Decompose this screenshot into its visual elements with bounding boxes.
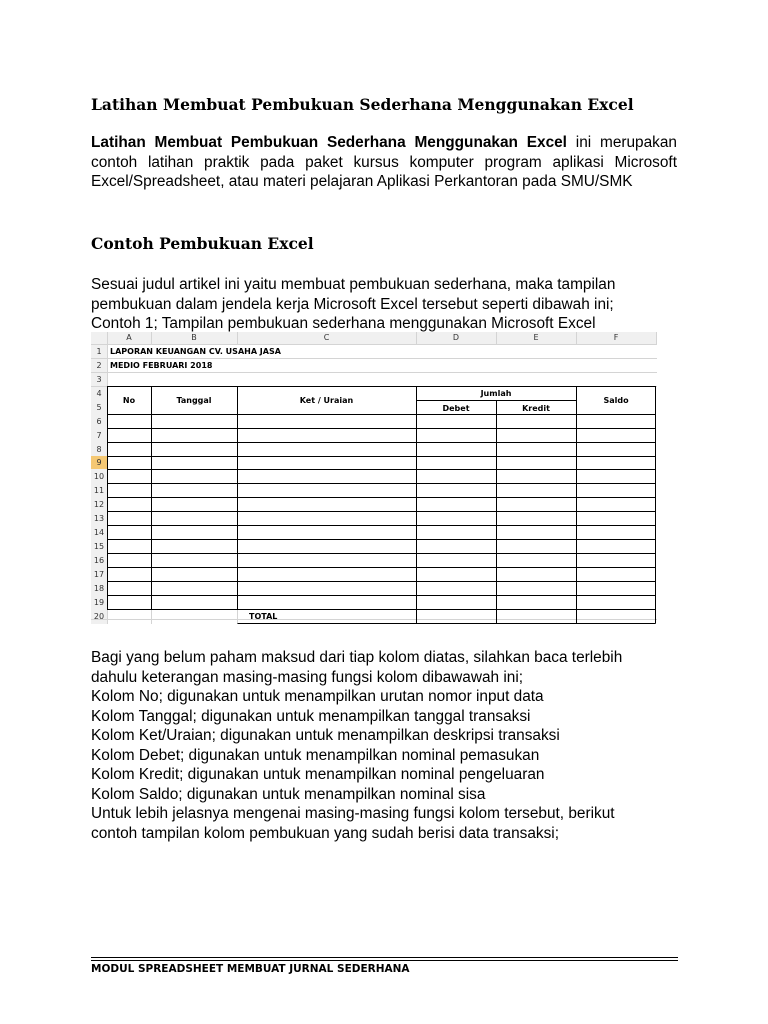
row-number: 19 bbox=[93, 598, 105, 607]
row-number: 3 bbox=[96, 375, 102, 384]
explanation-line: contoh tampilan kolom pembukuan yang sudah berisi data transaksi; bbox=[91, 824, 559, 842]
explanation-line: Kolom No; digunakan untuk menampilkan urutan nomor input data bbox=[91, 688, 544, 705]
header-debet: Debet bbox=[442, 404, 470, 413]
column-header-f: F bbox=[613, 333, 619, 342]
explanation-paragraph bbox=[91, 648, 691, 843]
column-header-e: E bbox=[533, 333, 539, 342]
row-number: 5 bbox=[96, 403, 102, 412]
row-number: 7 bbox=[96, 431, 102, 440]
footer-rule bbox=[91, 960, 678, 961]
section-paragraph bbox=[91, 275, 677, 334]
row-number: 20 bbox=[93, 612, 105, 621]
header-jumlah: Jumlah bbox=[480, 389, 512, 398]
row-number: 9 bbox=[96, 458, 102, 467]
row-number: 12 bbox=[93, 500, 105, 509]
total-label: TOTAL bbox=[249, 612, 278, 621]
row-number: 16 bbox=[93, 556, 105, 565]
row-number: 11 bbox=[93, 486, 105, 495]
row-number: 8 bbox=[96, 445, 102, 454]
section-line: Sesuai judul artikel ini yaitu membuat pembukuan sederhana, maka tampilan bbox=[91, 276, 616, 293]
row-number: 15 bbox=[93, 542, 105, 551]
row-number: 1 bbox=[96, 347, 102, 356]
row-number: 17 bbox=[93, 570, 105, 579]
page-title: Latihan Membuat Pembukuan Sederhana Menggunakan Excel bbox=[91, 95, 634, 114]
row-number: 10 bbox=[93, 472, 105, 481]
row-number: 6 bbox=[96, 417, 102, 426]
section-line: pembukuan dalam jendela kerja Microsoft Excel tersebut seperti dibawah ini; bbox=[91, 295, 614, 313]
intro-paragraph bbox=[91, 133, 677, 192]
explanation-line: Kolom Tanggal; digunakan untuk menampilkan tanggal transaksi bbox=[91, 707, 531, 725]
header-tanggal: Tanggal bbox=[176, 396, 212, 405]
column-header-c: C bbox=[323, 333, 330, 342]
row-number: 2 bbox=[96, 361, 102, 370]
column-header-a: A bbox=[126, 333, 132, 342]
section-line: Contoh 1; Tampilan pembukuan sederhana menggunakan Microsoft Excel bbox=[91, 315, 596, 332]
column-header-d: D bbox=[452, 333, 460, 342]
spreadsheet-screenshot bbox=[91, 332, 657, 624]
explanation-line: dahulu keterangan masing-masing fungsi kolom dibawawah ini; bbox=[91, 668, 524, 686]
explanation-line: Kolom Debet; digunakan untuk menampilkan nominal pemasukan bbox=[91, 746, 540, 764]
column-header-b: B bbox=[191, 333, 197, 342]
explanation-line: Kolom Kredit; digunakan untuk menampilkan nominal pengeluaran bbox=[91, 766, 545, 783]
intro-bold: Latihan Membuat Pembukuan Sederhana Menggunakan Excel bbox=[91, 134, 567, 151]
row-number: 18 bbox=[93, 584, 105, 593]
row-number: 14 bbox=[93, 528, 105, 537]
explanation-line: Bagi yang belum paham maksud dari tiap kolom diatas, silahkan baca terlebih bbox=[91, 649, 623, 666]
explanation-line: Kolom Ket/Uraian; digunakan untuk menampilkan deskripsi transaksi bbox=[91, 727, 560, 744]
explanation-line: Kolom Saldo; digunakan untuk menampilkan nominal sisa bbox=[91, 785, 486, 803]
sheet-title: LAPORAN KEUANGAN CV. USAHA JASA bbox=[110, 347, 281, 356]
footer-rule bbox=[91, 957, 678, 958]
spreadsheet-grid bbox=[91, 332, 657, 624]
page-footer: MODUL SPREADSHEET MEMBUAT JURNAL SEDERHANA bbox=[91, 963, 410, 975]
section-heading: Contoh Pembukuan Excel bbox=[91, 234, 314, 253]
header-kredit: Kredit bbox=[522, 404, 550, 413]
sheet-subtitle: MEDIO FEBRUARI 2018 bbox=[110, 361, 213, 370]
header-no: No bbox=[122, 396, 136, 405]
header-saldo: Saldo bbox=[603, 396, 629, 405]
row-number: 4 bbox=[96, 389, 102, 398]
explanation-line: Untuk lebih jelasnya mengenai masing-masing fungsi kolom tersebut, berikut bbox=[91, 805, 615, 822]
row-number: 13 bbox=[93, 514, 105, 523]
intro-rest: ini merupakan contoh latihan praktik pada paket kursus komputer program aplikasi Microsoft Excel/Spreadsheet, atau materi pelajaran Aplikasi Perkantoran pada SMU/SMK bbox=[91, 134, 677, 190]
header-ket-uraian: Ket / Uraian bbox=[299, 396, 354, 405]
